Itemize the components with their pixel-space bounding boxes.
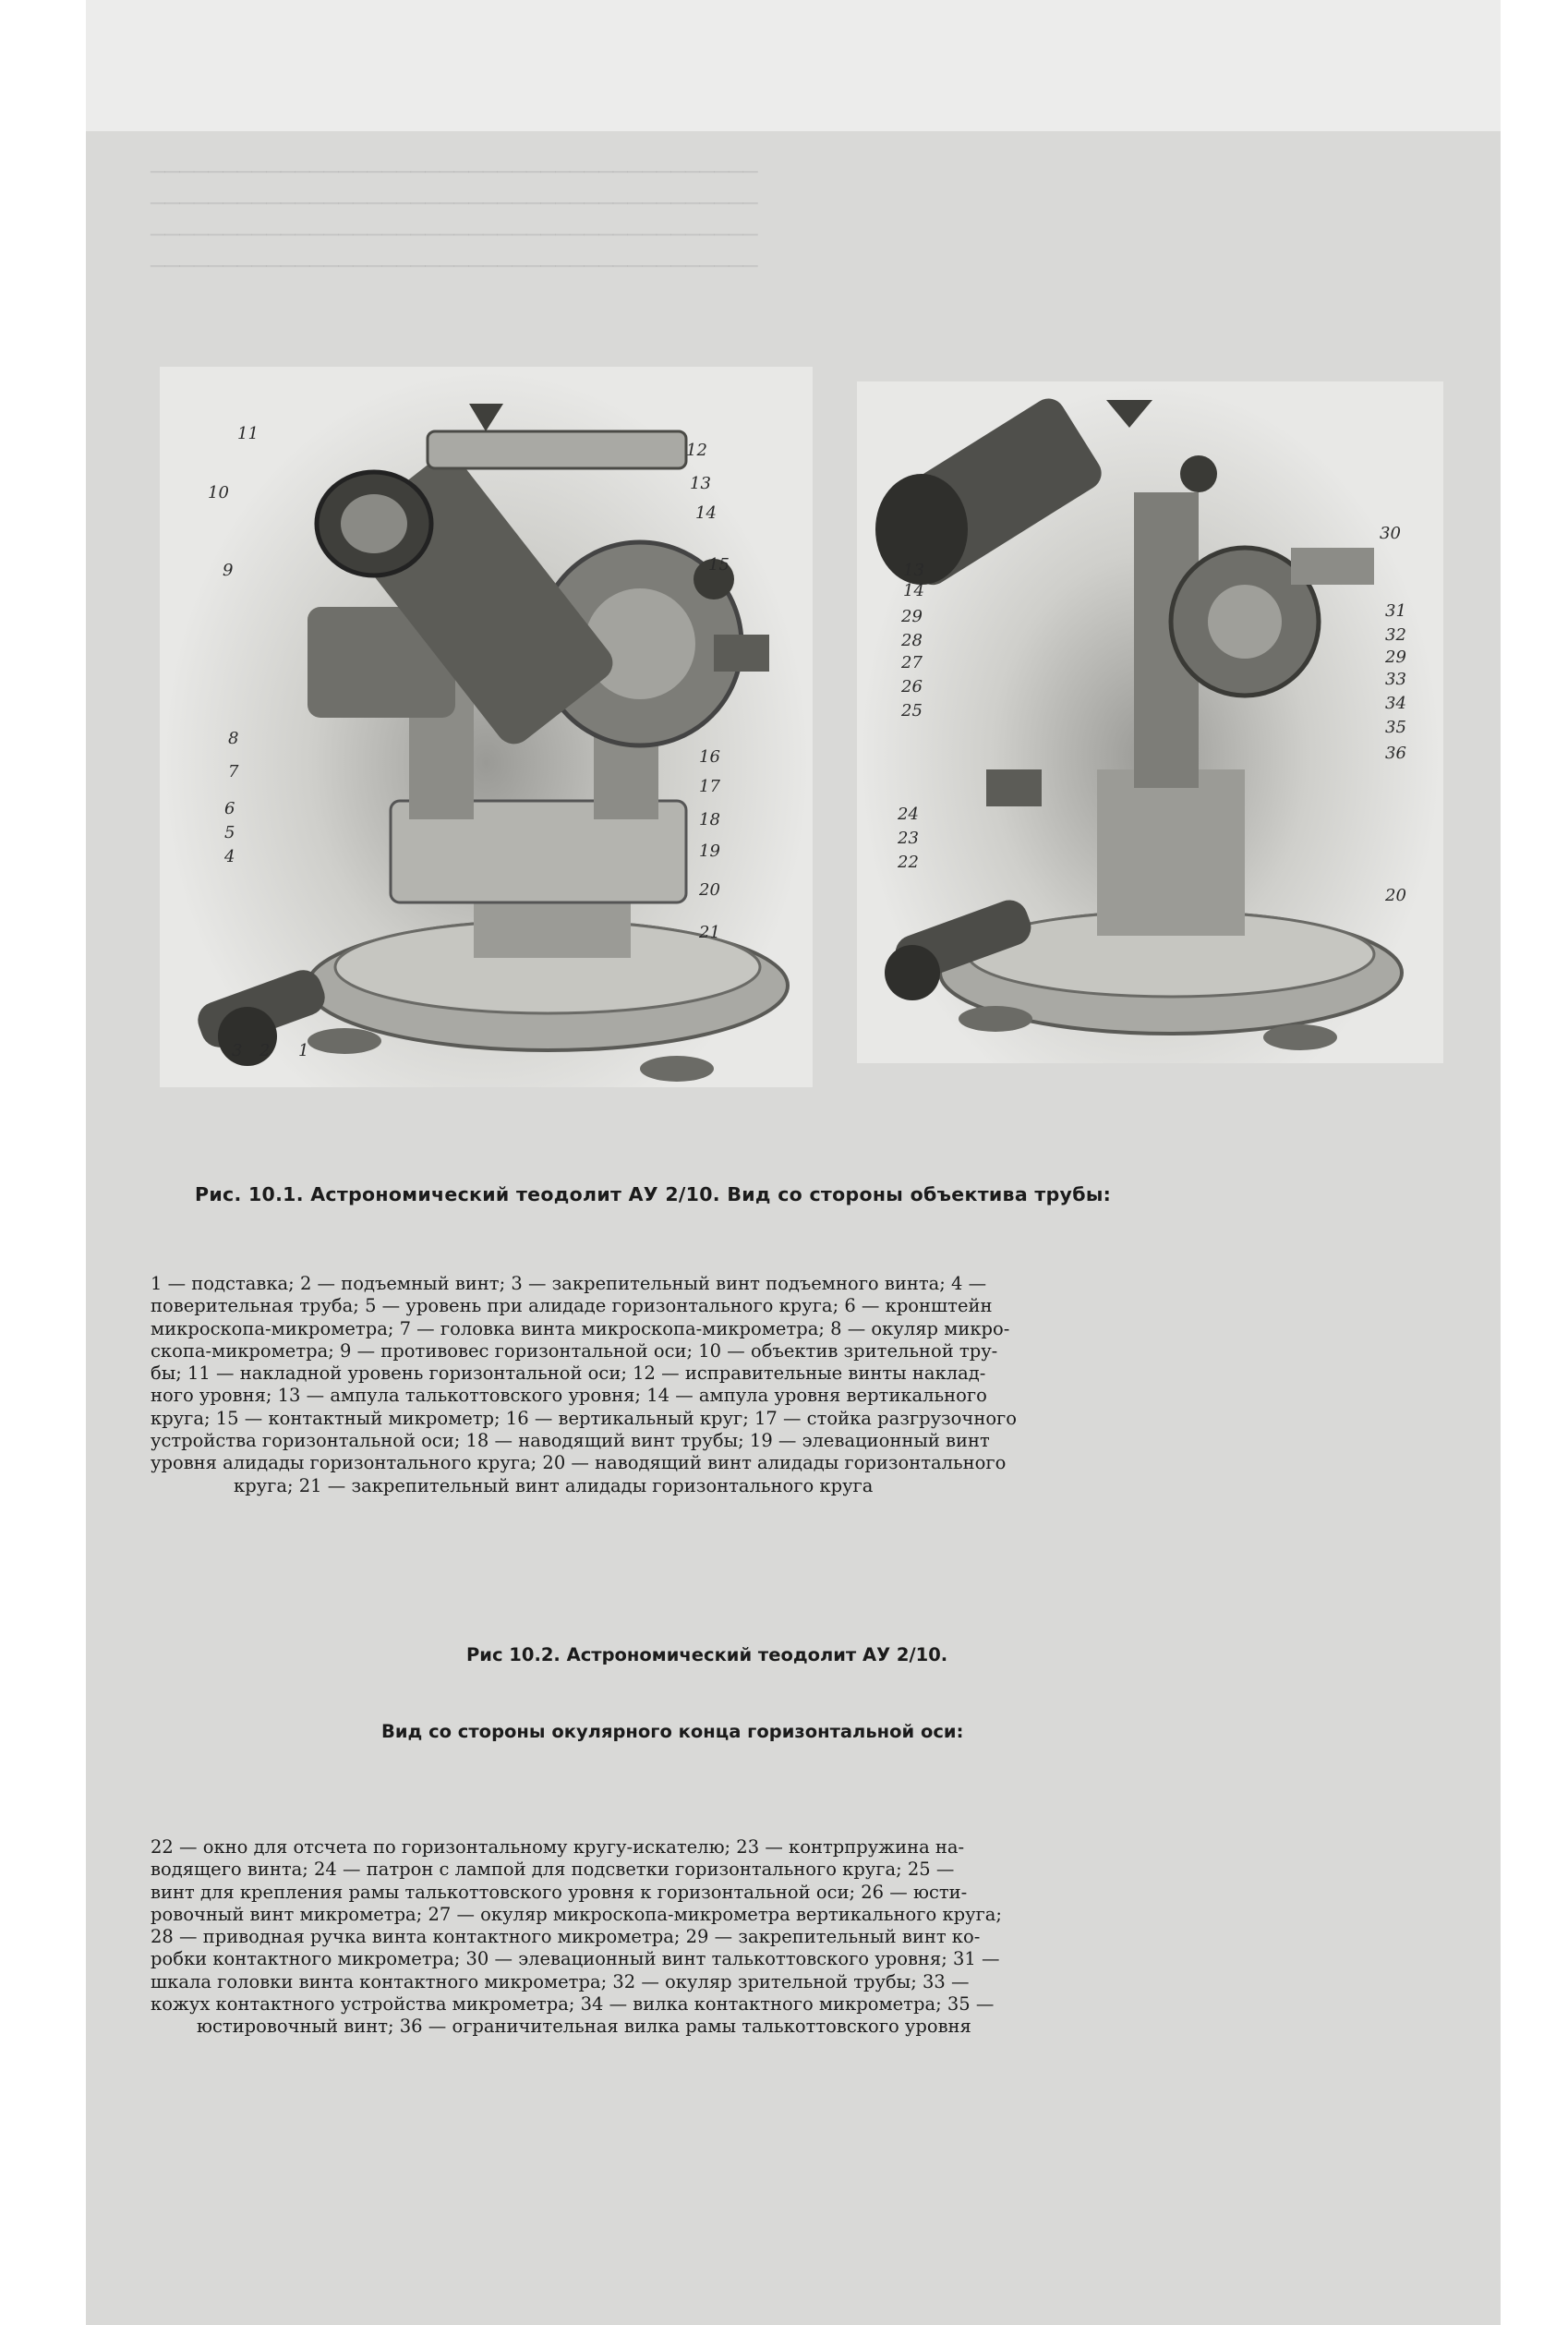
callout-label: 8 <box>228 729 239 748</box>
callout-label: 1 <box>298 1041 309 1060</box>
callout-label: 21 <box>699 923 720 942</box>
legend-line: шкала головки винта контактного микрометра; 32 — окуляр зрительной трубы; 33 — <box>151 1970 970 1992</box>
figure-caption-main: Рис. 10.1. Астрономический теодолит АУ 2/10. Вид со стороны объектива трубы: <box>195 1183 1112 1205</box>
callout-label: 10 <box>208 483 229 503</box>
callout-label: 30 <box>1380 524 1401 543</box>
callout-label: 9 <box>223 561 234 580</box>
callout-label: 36 <box>1385 744 1406 763</box>
theodolite-side-illustration <box>857 381 1443 1063</box>
legend-line: винт для крепления рамы талькоттовского уровня к горизонтальной оси; 26 — юсти- <box>151 1881 968 1903</box>
callout-label: 27 <box>901 653 923 672</box>
figure-caption-view: Вид со стороны окулярного конца горизонтальной оси: <box>381 1721 964 1742</box>
callout-label: 12 <box>686 441 707 460</box>
callout-label: 17 <box>699 777 720 796</box>
callout-label: 33 <box>1385 670 1406 689</box>
callout-label: 23 <box>898 829 919 848</box>
legend-figure-10-2 <box>151 1836 1462 2039</box>
legend-line: 28 — приводная ручка винта контактного микрометра; 29 — закрепительный винт ко- <box>151 1926 981 1948</box>
callout-label: 25 <box>901 701 923 721</box>
photo-front-view <box>160 367 813 1087</box>
legend-line: водящего винта; 24 — патрон с лампой для подсветки горизонтального круга; 25 — <box>151 1859 955 1881</box>
callout-label: 3 <box>232 1041 243 1060</box>
callout-label: 24 <box>898 805 919 824</box>
scan-top-margin <box>86 0 1501 131</box>
callout-label: 20 <box>1385 886 1406 905</box>
legend-line: микроскопа-микрометра; 7 — головка винта микроскопа-микрометра; 8 — окуляр микро- <box>151 1317 1010 1339</box>
callout-label: 13 <box>690 474 711 493</box>
callout-label: 16 <box>699 747 720 767</box>
callout-label: 35 <box>1385 718 1406 737</box>
callout-label: 22 <box>898 853 919 872</box>
callout-label: 29 <box>901 607 923 626</box>
callout-label: 14 <box>903 581 924 600</box>
callout-label: 31 <box>1385 601 1406 621</box>
legend-line: круга; 21 — закрепительный винт алидады горизонтального круга <box>234 1474 874 1496</box>
legend-line: круга; 15 — контактный микрометр; 16 — вертикальный круг; 17 — стойка разгрузочного <box>151 1407 1018 1429</box>
callout-label: 26 <box>901 677 923 696</box>
photo-side-view <box>857 381 1443 1063</box>
callout-label: 20 <box>699 880 720 900</box>
legend-line: ровочный винт микрометра; 27 — окуляр микроскопа-микрометра вертикального круга; <box>151 1903 1002 1925</box>
legend-line: 1 — подставка; 2 — подъемный винт; 3 — закрепительный винт подъемного винта; 4 — <box>151 1273 987 1294</box>
callout-label: 4 <box>224 847 235 866</box>
legend-line: поверительная труба; 5 — уровень при алидаде горизонтального круга; 6 — кронштейн <box>151 1295 993 1317</box>
figure-caption-second: Рис 10.2. Астрономический теодолит АУ 2/10. <box>466 1644 948 1665</box>
legend-line: бы; 11 — накладной уровень горизонтальной оси; 12 — исправительные винты наклад- <box>151 1362 986 1385</box>
callout-label: 34 <box>1385 694 1406 713</box>
theodolite-front-illustration <box>160 367 813 1087</box>
legend-figure-10-1 <box>151 1273 1462 1497</box>
bleed-through: ────────────────────────────────────────── ────────────────────────────────────────── ────────────────────────────────────────── ────────────────────────────────────────── <box>151 159 758 281</box>
callout-label: 28 <box>901 631 923 650</box>
legend-line: робки контактного микрометра; 30 — элевационный винт талькоттовского уровня; 31 — <box>151 1948 1000 1970</box>
legend-line: устройства горизонтальной оси; 18 — наводящий винт трубы; 19 — элевационный винт <box>151 1430 990 1452</box>
callout-label: 13 <box>903 561 924 580</box>
callout-label: 6 <box>224 799 235 818</box>
callout-label: 2 <box>259 1041 271 1060</box>
legend-line: скопа-микрометра; 9 — противовес горизонтальной оси; 10 — объектив зрительной тру- <box>151 1339 998 1362</box>
callout-label: 7 <box>228 762 239 781</box>
callout-label: 32 <box>1385 625 1406 645</box>
callout-label: 14 <box>695 503 717 523</box>
callout-label: 11 <box>237 424 259 443</box>
callout-label: 5 <box>224 823 235 842</box>
callout-label: 19 <box>699 842 720 861</box>
legend-line: кожух контактного устройства микрометра; 34 — вилка контактного микрометра; 35 — <box>151 1993 995 2016</box>
legend-line: уровня алидады горизонтального круга; 20 — наводящий винт алидады горизонтального <box>151 1452 1007 1474</box>
legend-line: 22 — окно для отсчета по горизонтальному кругу-искателю; 23 — контрпружина на- <box>151 1836 965 1858</box>
legend-line: юстировочный винт; 36 — ограничительная вилка рамы талькоттовского уровня <box>197 2016 971 2038</box>
legend-line: ного уровня; 13 — ампула талькоттовского уровня; 14 — ампула уровня вертикального <box>151 1385 987 1407</box>
scanned-page <box>86 0 1501 2325</box>
callout-label: 15 <box>708 555 730 575</box>
callout-label: 29 <box>1385 648 1406 667</box>
callout-label: 18 <box>699 810 720 829</box>
